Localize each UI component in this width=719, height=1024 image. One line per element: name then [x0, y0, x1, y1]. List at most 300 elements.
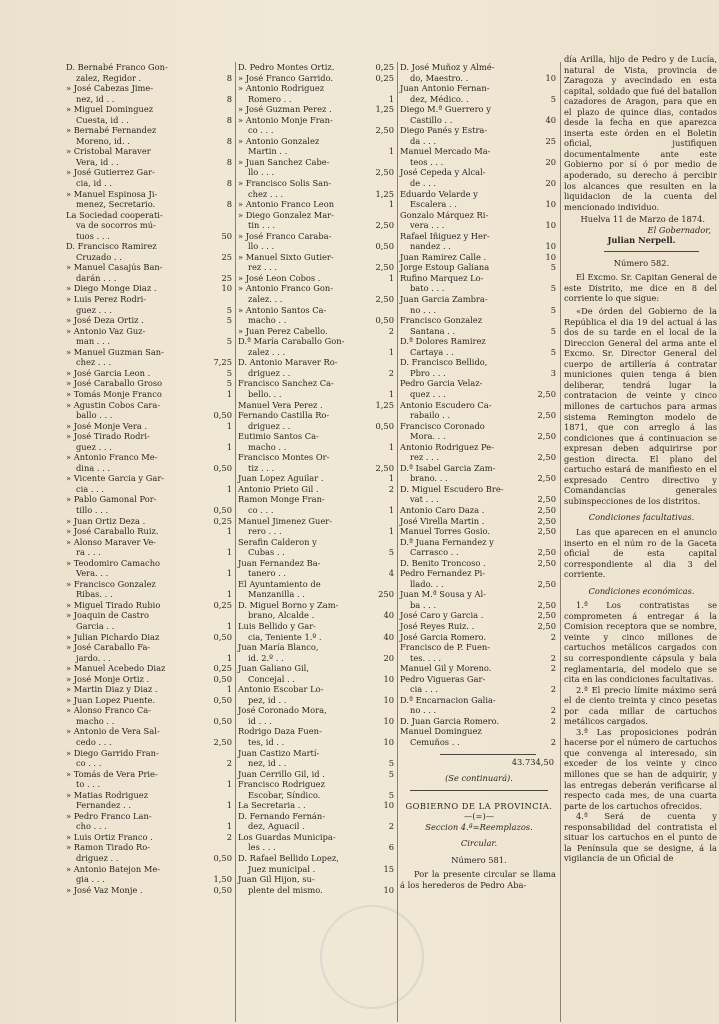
- contributor-name: D.ª Juana Fernandez y: [400, 536, 494, 547]
- contribution-amount: 0,50: [213, 504, 232, 515]
- contributor-name: Pedro Fernandez Pi-: [400, 568, 486, 579]
- contribution-amount: 10: [545, 241, 556, 252]
- contribution-amount: 5: [550, 325, 556, 336]
- contributor-name: ba . . .: [410, 599, 437, 610]
- list-item: [238, 125, 396, 136]
- contributor-name: Martin . .: [248, 146, 288, 157]
- list-item: [66, 273, 234, 284]
- contribution-amount: 1: [388, 526, 394, 537]
- contributor-name: driguez . .: [248, 420, 291, 431]
- list-item: [66, 167, 234, 178]
- list-item: [238, 189, 396, 200]
- contributor-name: Antonio Rodriguez Pe-: [400, 441, 494, 452]
- list-item: [400, 695, 558, 706]
- list-item: [66, 305, 234, 316]
- contributor-name: Castillo . .: [410, 114, 453, 125]
- contributor-name: Concejal . .: [248, 673, 295, 684]
- contribution-amount: 1: [226, 388, 232, 399]
- list-item: [66, 146, 234, 157]
- contribution-amount: 1: [388, 146, 394, 157]
- list-item: [66, 178, 234, 189]
- list-item: [66, 452, 234, 463]
- contributor-name: cia, Teniente 1.º .: [248, 631, 322, 642]
- notice-intro: El Excmo. Sr. Capitan General de este Distrito, me dice en 8 del corriente lo que sigue:: [564, 272, 717, 304]
- contributor-name: » Alonso Franco Ca-: [66, 705, 151, 716]
- contributor-name: cedo . . .: [76, 737, 112, 747]
- contributor-name: Antonio Caro Daza .: [400, 504, 485, 515]
- contributor-name: tanero . .: [248, 568, 287, 579]
- contribution-amount: 5: [388, 768, 394, 779]
- list-item: [66, 104, 234, 115]
- contribution-amount: 0,25: [375, 62, 394, 72]
- list-item: [238, 305, 396, 316]
- contributor-name: Cubas . .: [248, 547, 285, 558]
- list-item: [66, 83, 234, 94]
- list-item: [238, 885, 396, 896]
- contributor-name: D. José Muñoz y Almé-: [400, 62, 495, 72]
- contributor-name: » José Caraballo Fa-: [66, 642, 151, 653]
- contribution-amount: 1: [226, 821, 232, 832]
- contribution-amount: 10: [545, 220, 556, 231]
- contribution-amount: 8: [226, 178, 232, 189]
- list-item: [66, 326, 234, 337]
- governor-title: El Gobernador,: [647, 224, 711, 235]
- list-item: [238, 452, 396, 463]
- contributor-name: D. Rafael Bellido Lopez,: [238, 853, 339, 864]
- list-item: [238, 494, 396, 505]
- list-item: [66, 62, 234, 73]
- list-item: [400, 178, 558, 189]
- list-item: [66, 241, 234, 252]
- contributor-name: Rodrigo Daza Fuen-: [238, 726, 322, 737]
- contribution-amount: 40: [383, 631, 394, 642]
- list-item: [238, 315, 396, 326]
- list-item: [238, 579, 396, 590]
- list-item: [400, 526, 558, 537]
- contributor-name: » Pablo Gamonal Por-: [66, 494, 157, 505]
- contribution-amount: 2,50: [537, 620, 556, 631]
- list-item: [238, 357, 396, 368]
- list-item: [238, 231, 396, 242]
- list-item: [400, 167, 558, 178]
- list-item: [400, 737, 558, 748]
- contribution-amount: 1: [226, 568, 232, 579]
- contribution-amount: 1,50: [213, 874, 232, 885]
- contributor-name: tillo . . .: [76, 504, 109, 515]
- contributor-name: » José Deza Ortiz .: [66, 315, 144, 326]
- contributor-name: Antonio Prieto Gil .: [238, 483, 319, 494]
- list-item: [400, 368, 558, 379]
- contribution-amount: 2,50: [537, 515, 556, 526]
- list-item: [400, 94, 558, 105]
- contributor-name: guez . . .: [76, 441, 112, 452]
- column-rule: [560, 62, 561, 1022]
- list-item: [66, 758, 234, 769]
- contributor-name: bello. . .: [248, 388, 282, 399]
- contribution-amount: 10: [545, 199, 556, 210]
- contribution-amount: 2,50: [537, 410, 556, 421]
- contribution-amount: 0,50: [213, 631, 232, 642]
- economic-conditions-heading: Condiciones económicas.: [588, 585, 695, 596]
- contribution-amount: 0,50: [213, 410, 232, 421]
- list-item: [66, 737, 234, 748]
- contribution-amount: 2: [388, 821, 394, 832]
- list-item: [66, 115, 234, 126]
- contribution-amount: 20: [383, 652, 394, 663]
- contributor-name: no . . .: [410, 705, 437, 716]
- contributor-name: llado. . .: [410, 578, 444, 589]
- list-item: [400, 705, 558, 716]
- contributor-name: brano, Alcalde .: [248, 610, 315, 621]
- contributor-name: vat . . .: [410, 494, 439, 505]
- contribution-amount: 2,50: [375, 462, 394, 473]
- contributor-name: D. Francisco Ramirez: [66, 241, 157, 252]
- contributor-name: » Pedro Franco Lan-: [66, 810, 152, 821]
- list-item: [400, 146, 558, 157]
- list-item: [66, 769, 234, 780]
- list-item: [66, 779, 234, 790]
- contributor-name: Juez municipal .: [248, 863, 316, 874]
- contributor-name: Mora. . .: [410, 431, 446, 442]
- contribution-amount: 10: [383, 737, 394, 747]
- list-item: [400, 674, 558, 685]
- list-item: [238, 210, 396, 221]
- list-item: [400, 83, 558, 94]
- contributor-name: » Alonso Maraver Ve-: [66, 536, 157, 547]
- contributor-name: Jorge Estoup Galiana: [400, 262, 490, 273]
- contributor-name: Luis Bellido y Gar-: [238, 620, 316, 631]
- contributor-name: » Juan Lopez Puente.: [66, 694, 156, 705]
- contribution-amount: 5: [388, 789, 394, 800]
- list-item: [66, 684, 234, 695]
- contributor-name: » José Tirado Rodri-: [66, 431, 150, 442]
- list-item: [66, 463, 234, 474]
- contributor-name: tes. . . .: [410, 652, 441, 663]
- list-item: [400, 663, 558, 674]
- contributor-name: co . . .: [76, 758, 102, 769]
- list-item: [400, 516, 558, 527]
- contributor-name: rero . . .: [248, 526, 282, 537]
- list-item: [66, 347, 234, 358]
- list-item: [400, 125, 558, 136]
- contributor-name: de . . .: [410, 178, 437, 189]
- contributor-name: » Matias Rodriguez: [66, 789, 149, 800]
- contributor-name: Juan Fernandez Ba-: [238, 557, 321, 568]
- contributor-name: Eutimio Santos Ca-: [238, 431, 319, 442]
- list-item: [238, 695, 396, 706]
- list-item: [238, 178, 396, 189]
- list-item: [238, 241, 396, 252]
- contributor-name: Francisco Coronado: [400, 420, 485, 431]
- contributor-name: La Secretaria . .: [238, 800, 306, 811]
- list-item: [238, 790, 396, 801]
- contribution-amount: 1: [388, 504, 394, 515]
- list-item: [238, 104, 396, 115]
- list-item: [400, 410, 558, 421]
- list-item: [66, 853, 234, 864]
- contribution-amount: 5: [388, 758, 394, 769]
- contribution-amount: 2,50: [537, 599, 556, 610]
- contribution-amount: 1: [226, 684, 232, 695]
- contributor-name: Cemuños . .: [410, 737, 460, 747]
- contribution-amount: 6: [388, 842, 394, 853]
- contribution-amount: 2,50: [375, 294, 394, 305]
- contributor-name: tes, id . .: [248, 737, 285, 747]
- list-item: [66, 336, 234, 347]
- list-item: [238, 842, 396, 853]
- contributor-name: da . . .: [410, 135, 437, 146]
- list-item: [238, 378, 396, 389]
- list-item: [66, 484, 234, 495]
- contribution-amount: 2: [226, 758, 232, 769]
- contributor-name: ballo . . .: [76, 410, 113, 421]
- list-item: [238, 273, 396, 284]
- list-item: [238, 146, 396, 157]
- contribution-amount: 250: [378, 589, 394, 600]
- contributor-name: chez . . .: [76, 357, 112, 368]
- contributor-name: José Cepeda y Alcal-: [400, 167, 486, 178]
- list-item: [238, 442, 396, 453]
- contributor-name: Moreno, id. .: [76, 135, 130, 146]
- list-item: [400, 241, 558, 252]
- contribution-amount: 1: [226, 620, 232, 631]
- contributor-name: rez . . .: [248, 262, 278, 273]
- contributor-name: id. 2.º . .: [248, 652, 284, 663]
- governor-signature: Julian Nerpell.: [607, 235, 676, 246]
- contributor-name: Pedro Vigueras Gar-: [400, 673, 486, 684]
- contributor-name: » José Vaz Monje .: [66, 884, 143, 895]
- contributor-name: Pbro . . .: [410, 367, 446, 378]
- list-item: [66, 621, 234, 632]
- contributor-name: Eduardo Velarde y: [400, 188, 478, 199]
- contributor-name: D. Miguel Borno y Zam-: [238, 599, 339, 610]
- contributor-name: menez, Secretario.: [76, 199, 156, 210]
- contribution-amount: 5: [550, 346, 556, 357]
- contribution-amount: 10: [221, 283, 232, 294]
- contributor-name: Juan Galiano Gil,: [238, 663, 309, 674]
- contribution-amount: 2,50: [537, 388, 556, 399]
- contribution-amount: 2: [550, 715, 556, 726]
- contribution-amount: 5: [226, 304, 232, 315]
- contributor-name: » Vicente Garcia y Gar-: [66, 473, 165, 484]
- list-item: [238, 663, 396, 674]
- section-rule: [410, 790, 548, 791]
- contributor-name: llo . . .: [248, 167, 275, 178]
- contribution-amount: 2: [388, 325, 394, 336]
- list-item: [400, 336, 558, 347]
- contributor-name: llo . . .: [248, 241, 275, 252]
- contribution-amount: 8: [226, 135, 232, 146]
- list-item: [400, 484, 558, 495]
- list-item: [238, 779, 396, 790]
- list-item: [238, 389, 396, 400]
- contribution-amount: 2,50: [375, 167, 394, 178]
- contribution-amount: 50: [221, 230, 232, 241]
- contribution-amount: 1: [226, 441, 232, 452]
- contributor-name: Rufino Marquez Lo-: [400, 272, 484, 283]
- contribution-amount: 0,50: [375, 420, 394, 431]
- contribution-amount: 2,50: [537, 610, 556, 621]
- list-item: [238, 600, 396, 611]
- list-item: [238, 621, 396, 632]
- list-item: [66, 189, 234, 200]
- contributor-name: zalez. . .: [248, 294, 283, 305]
- list-item: [66, 653, 234, 664]
- contribution-amount: 1: [226, 547, 232, 558]
- list-item: [238, 558, 396, 569]
- contributor-name: Juan Gil Hijon, su-: [238, 874, 315, 885]
- contribution-amount: 4: [388, 568, 394, 579]
- list-item: [400, 610, 558, 621]
- contributor-name: La Sociedad cooperati-: [66, 209, 163, 220]
- list-item: [400, 632, 558, 643]
- list-item: [66, 811, 234, 822]
- contributor-name: » José Monje Ortiz .: [66, 673, 150, 684]
- contributor-name: jardo. . .: [76, 652, 111, 663]
- list-item: [400, 558, 558, 569]
- contribution-amount: 2,50: [537, 557, 556, 568]
- contribution-amount: 2: [226, 831, 232, 842]
- list-item: [66, 537, 234, 548]
- list-item: [400, 494, 558, 505]
- contribution-amount: 0,50: [213, 884, 232, 895]
- contributor-name: Pedro Garcia Velaz-: [400, 378, 483, 389]
- contributor-name: Manuel Vera Perez .: [238, 399, 323, 410]
- circular-number: Número 581.: [451, 854, 507, 865]
- list-item: [400, 642, 558, 653]
- contributor-name: Gonzalo Márquez Ri-: [400, 209, 489, 220]
- list-item: [400, 431, 558, 442]
- contribution-amount: 2,50: [537, 473, 556, 484]
- list-item: [238, 716, 396, 727]
- list-item: [66, 821, 234, 832]
- list-item: [400, 357, 558, 368]
- contribution-amount: 40: [545, 114, 556, 125]
- contributor-name: Antonio Escobar Lo-: [238, 684, 324, 695]
- list-item: [400, 726, 558, 737]
- contribution-amount: 1: [388, 199, 394, 210]
- contribution-amount: 10: [545, 72, 556, 83]
- contributor-name: D. Juan Garcia Romero.: [400, 715, 500, 726]
- list-item: [66, 231, 234, 242]
- contributor-name: » Antonio Monje Fran-: [238, 114, 333, 125]
- list-item: [66, 632, 234, 643]
- list-item: [400, 400, 558, 411]
- list-item: [238, 473, 396, 484]
- contributor-name: D.ª Dolores Ramirez: [400, 336, 486, 347]
- list-item: [238, 758, 396, 769]
- contributor-name: » Tomás de Vera Prie-: [66, 768, 158, 779]
- list-item: [400, 305, 558, 316]
- contributor-name: » José Cabezas Jime-: [66, 83, 154, 94]
- contribution-amount: 0,25: [375, 72, 394, 83]
- list-item: [238, 410, 396, 421]
- list-item: [400, 452, 558, 463]
- contributor-name: dez, Médico. .: [410, 93, 469, 104]
- list-item: [238, 167, 396, 178]
- list-item: [400, 600, 558, 611]
- list-item: [400, 231, 558, 242]
- contributor-name: Francisco Sanchez Ca-: [238, 378, 334, 389]
- list-item: [66, 790, 234, 801]
- list-item: [66, 199, 234, 210]
- contributor-name: » Antonio Rodriguez: [238, 83, 325, 94]
- contributor-name: nandez . .: [410, 241, 451, 252]
- list-item: [66, 516, 234, 527]
- contributor-name: do, Maestro. .: [410, 72, 469, 83]
- contribution-amount: 25: [545, 135, 556, 146]
- contributor-name: » Tomás Monje Franco: [66, 388, 162, 399]
- list-item: [400, 136, 558, 147]
- contributor-name: » Manuel Espinosa Ji-: [66, 188, 158, 199]
- list-item: [238, 864, 396, 875]
- contributor-name: Antonio Escudero Ca-: [400, 399, 492, 410]
- contribution-amount: 0,50: [213, 462, 232, 473]
- contributor-name: darán . . .: [76, 272, 117, 283]
- contributor-name: tiz . . .: [248, 462, 275, 473]
- list-item: [238, 262, 396, 273]
- list-item: [66, 885, 234, 896]
- list-item: [238, 83, 396, 94]
- list-item: [66, 421, 234, 432]
- contributor-name: rabailo . .: [410, 410, 451, 421]
- list-item: [66, 726, 234, 737]
- contributor-name: » Antonio de Vera Sal-: [66, 726, 160, 737]
- contribution-amount: 1: [226, 779, 232, 790]
- column-3: [400, 62, 558, 1022]
- contribution-amount: 5: [550, 304, 556, 315]
- contribution-amount: 3: [550, 367, 556, 378]
- list-item: [66, 610, 234, 621]
- list-item: [66, 252, 234, 263]
- list-item: [66, 674, 234, 685]
- contribution-amount: 2: [550, 684, 556, 695]
- list-item: [400, 505, 558, 516]
- contribution-amount: 1: [226, 652, 232, 663]
- contributor-name: co . . .: [248, 125, 274, 136]
- contributor-name: » Martin Diaz y Diaz .: [66, 684, 158, 695]
- condition-3: 3.ª Las proposiciones podrán hacerse por el número de cartuchos que convenga al interesado, sin exceder de los veinte y cinco millones que se han de adquirir, y las entregas deberán verificarse al respecto cada mes, de una cuarta parte de los cartuchos ofrecidos.: [564, 726, 717, 811]
- contributor-name: Juan Castizo Martí-: [238, 747, 320, 758]
- contributor-name: pez, id . .: [248, 694, 287, 705]
- contributor-name: vera . . .: [410, 220, 445, 231]
- list-item: [66, 716, 234, 727]
- column-rule: [397, 62, 398, 1022]
- contributor-name: id . . .: [248, 715, 272, 726]
- list-item: [238, 463, 396, 474]
- list-item: [66, 579, 234, 590]
- contributor-name: Escobar, Síndico.: [248, 789, 321, 800]
- contribution-amount: 1,25: [375, 188, 394, 199]
- list-item: [238, 653, 396, 664]
- contributor-name: » José Caraballo Ruiz.: [66, 526, 159, 537]
- contributor-name: Carrasco . .: [410, 547, 459, 558]
- list-item: [400, 326, 558, 337]
- list-item: [238, 157, 396, 168]
- contribution-amount: 1: [388, 93, 394, 104]
- contributor-name: tin . . .: [248, 220, 276, 231]
- contributor-name: » Antonio Santos Ca-: [238, 304, 327, 315]
- contributor-name: » Antonio Franco Gon-: [238, 283, 334, 294]
- contributor-name: Juan Antonio Fernan-: [400, 83, 490, 94]
- contribution-amount: 2,50: [537, 578, 556, 589]
- contributor-name: Fernando Castilla Ro-: [238, 410, 330, 421]
- contributor-name: Manzanilla . .: [248, 589, 305, 600]
- contributor-name: dina . . .: [76, 462, 111, 473]
- contribution-amount: 8: [226, 72, 232, 83]
- contributor-name: D. Francisco Bellido,: [400, 357, 488, 368]
- contributor-name: les . . .: [248, 842, 276, 853]
